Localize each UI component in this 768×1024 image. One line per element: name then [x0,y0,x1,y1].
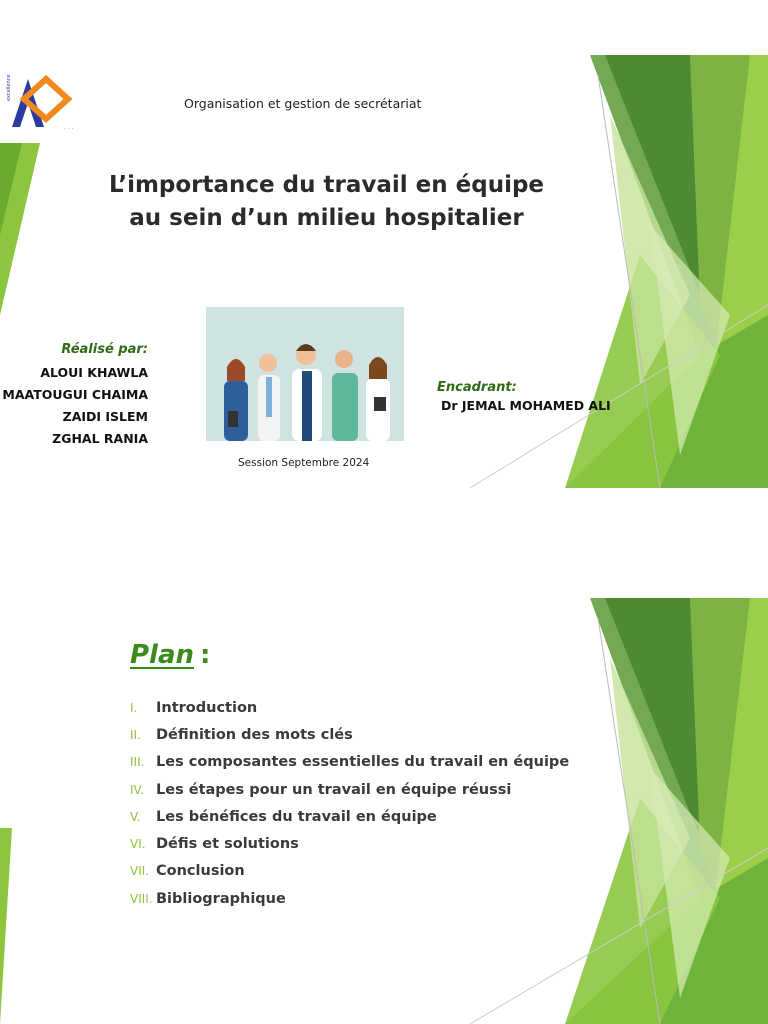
item-text: Définition des mots clés [156,726,353,743]
svg-text:excellence: excellence [6,74,12,101]
author-name: ALOUI KHAWLA [40,365,148,380]
item-number: VIII. [130,891,153,906]
author-name: MAATOUGUI CHAIMA [2,387,148,402]
item-number: I. [130,700,138,715]
item-number: V. [130,809,141,824]
item-number: III. [130,755,145,770]
title-line-1: L’importance du travail en équipe [108,172,545,198]
item-text: Défis et solutions [156,836,299,853]
plan-list [130,694,569,912]
item-text: Bibliographique [156,890,286,907]
list-item [130,721,569,748]
title-line-2: au sein d’un milieu hospitalier [129,205,524,231]
item-number: VI. [130,837,146,852]
plan-word: Plan [130,640,195,670]
item-number: II. [130,727,141,742]
plan-heading [130,640,210,670]
supervisor-name: Dr JEMAL MOHAMED ALI [441,398,611,413]
course-name: Organisation et gestion de secrétariat [184,96,422,111]
plan-colon: : [200,640,211,670]
authors-list [2,362,148,450]
item-text: Les composantes essentielles du travail en équipe [156,754,570,771]
medical-team-illustration [206,307,404,441]
list-item [130,694,569,721]
list-item [130,885,569,912]
author-name: ZAIDI ISLEM [62,409,148,424]
list-item [130,803,569,830]
item-text: Les bénéfices du travail en équipe [156,808,437,825]
presentation-title [60,169,593,235]
item-text: Introduction [156,699,258,716]
item-text: Les étapes pour un travail en équipe réussi [156,781,512,798]
outline-slide [0,598,768,1024]
title-slide [0,55,768,488]
list-item [130,749,569,776]
session-date: Session Septembre 2024 [238,457,370,469]
item-text: Conclusion [156,863,245,880]
list-item [130,776,569,803]
list-item [130,830,569,857]
author-name: ZGHAL RANIA [52,431,148,446]
item-number: VII. [130,864,150,879]
supervisor-heading: Encadrant: [437,380,517,395]
authors-heading: Réalisé par: [61,342,148,357]
svg-text:. . .: . . . [64,124,74,131]
item-number: IV. [130,782,145,797]
institution-logo [6,69,90,139]
list-item [130,858,569,885]
